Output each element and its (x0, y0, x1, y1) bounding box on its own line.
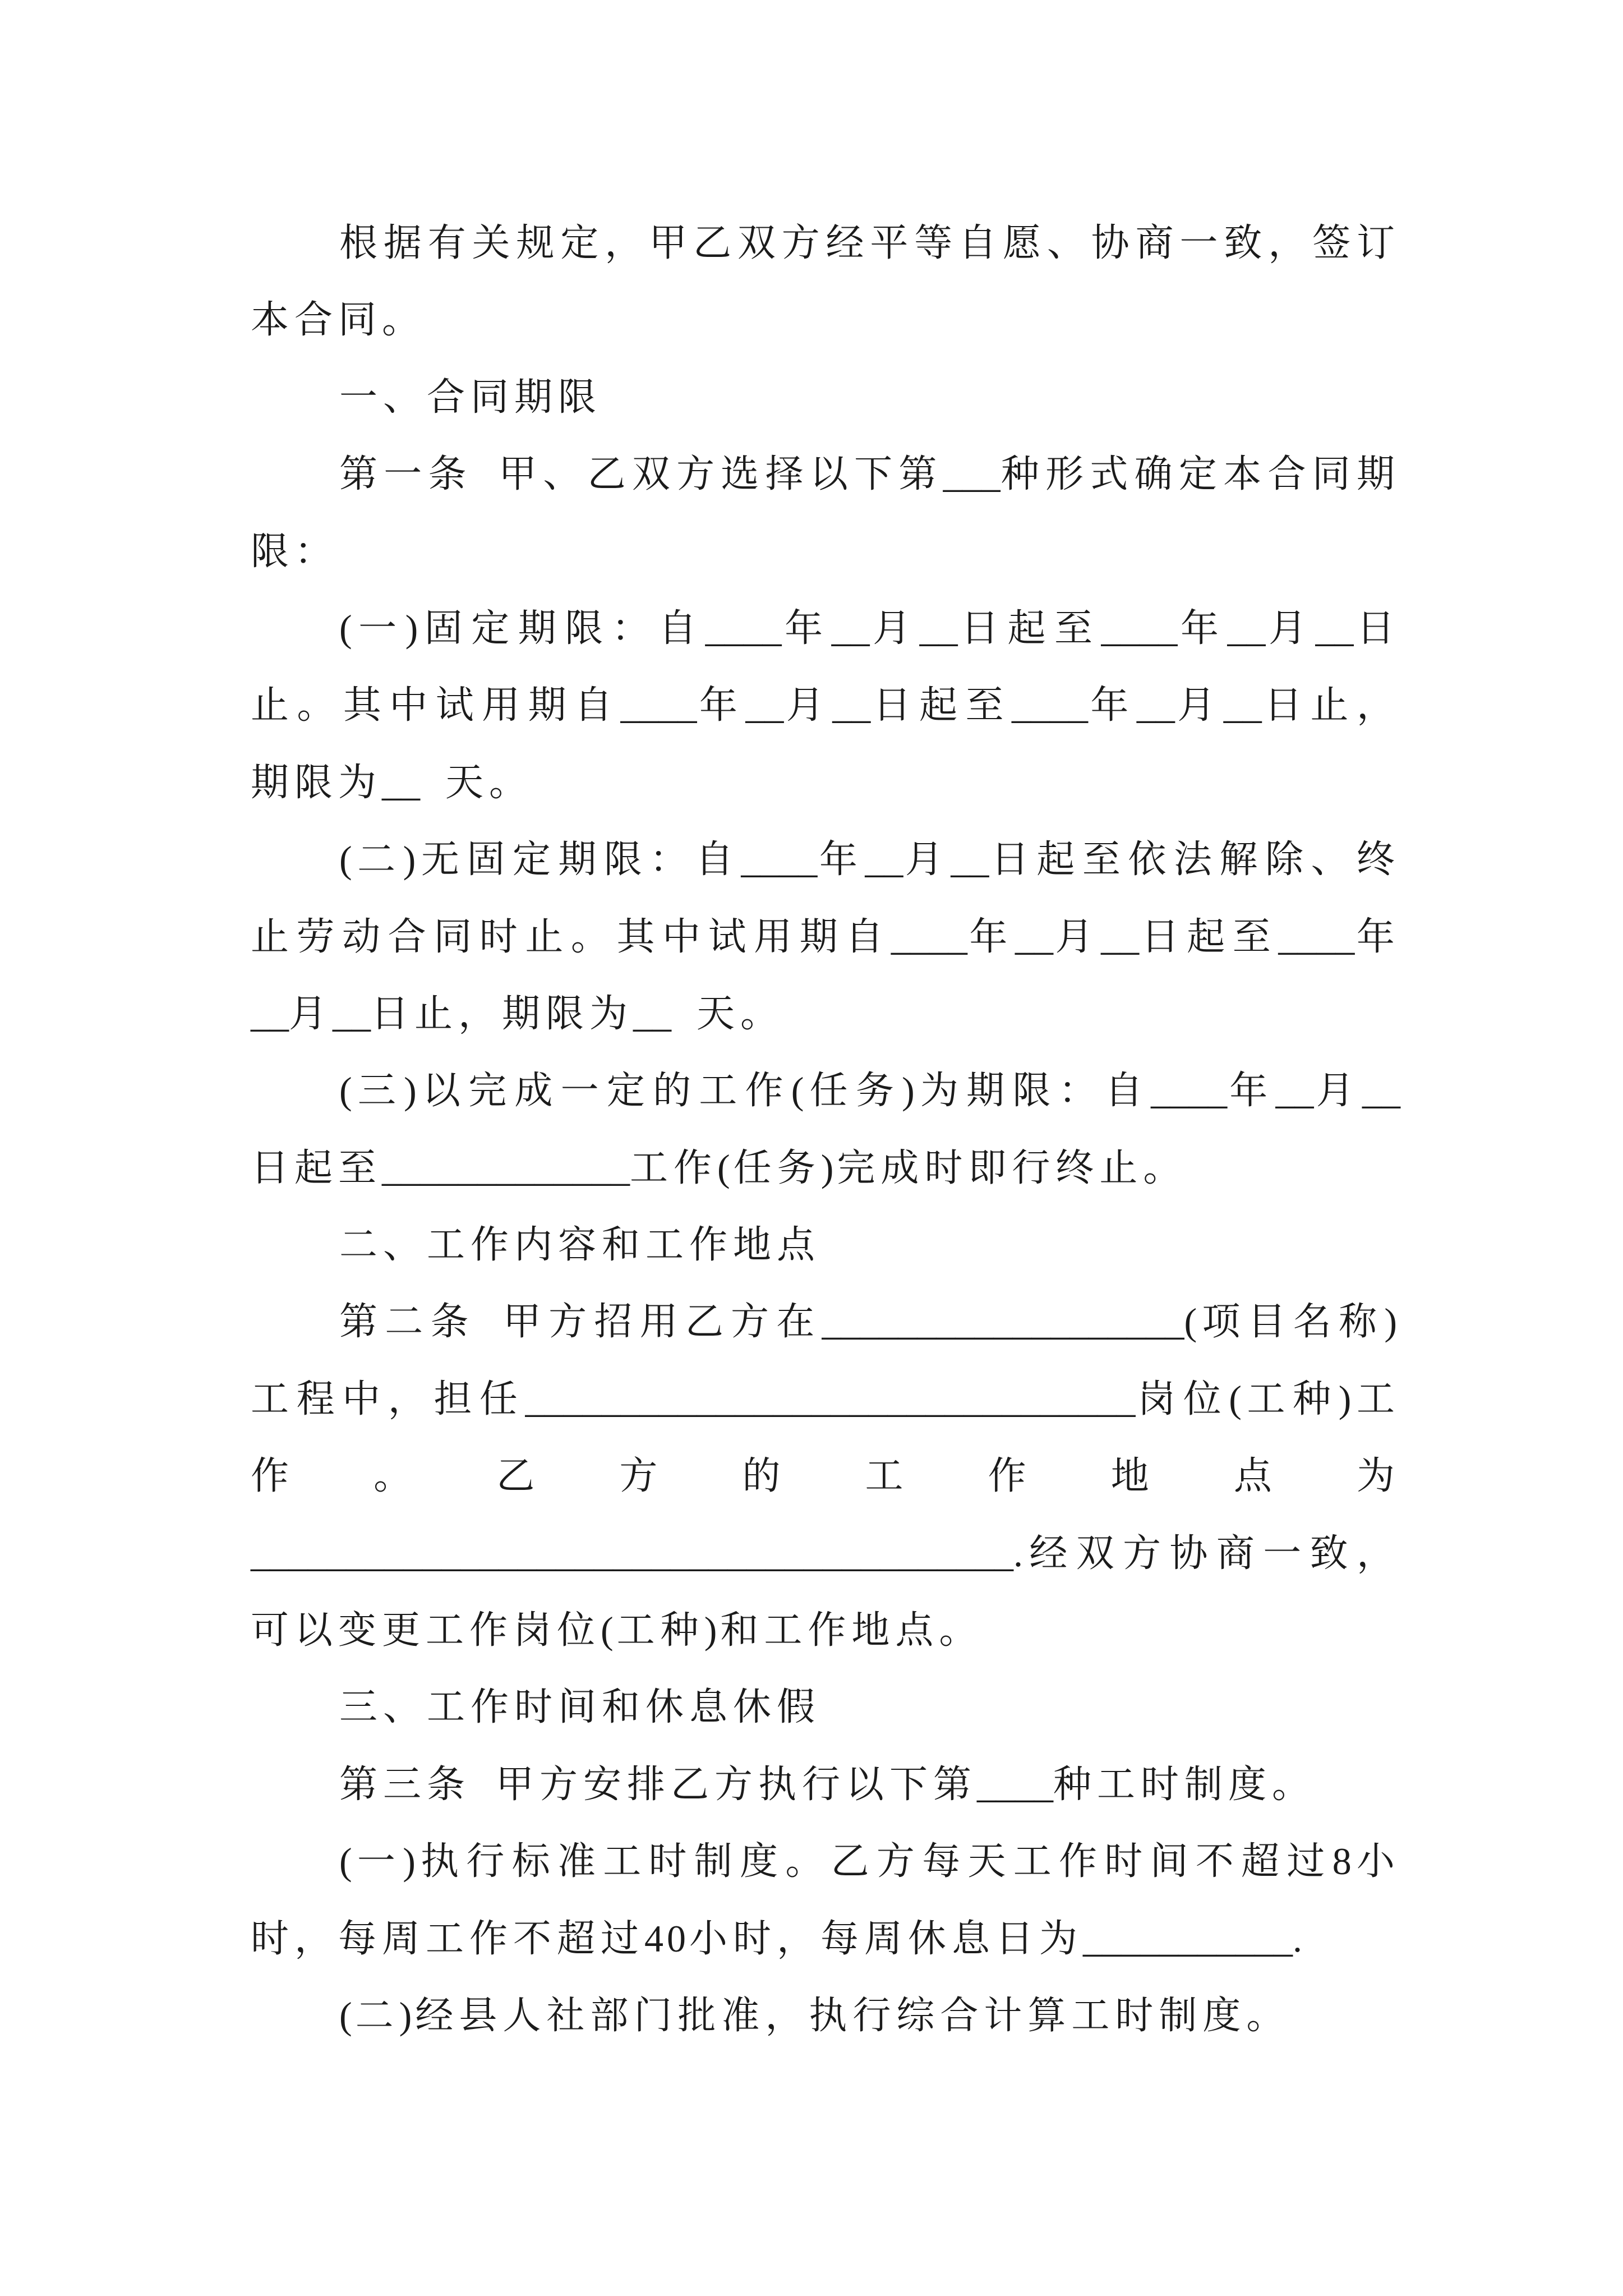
blank-field: ____ (1011, 684, 1088, 727)
blank-field: __ (1362, 1069, 1400, 1112)
half-width-text: ) (1338, 1377, 1355, 1420)
blank-field: ___ (943, 453, 1000, 496)
half-width-text: ) (902, 1069, 918, 1112)
clause-task-term-line-2: 日起至_____________工作(任务)完成时即行终止。 (251, 1146, 1187, 1189)
article-1-paragraph (251, 436, 1400, 590)
clause-comprehensive-hours (251, 1977, 1400, 2054)
clause-open-term-line-2: 止劳动合同时止。其中试用期自____年__月__日起至____年 (251, 915, 1400, 958)
half-width-text: . (1293, 1917, 1306, 1960)
blank-field: __ (831, 606, 870, 650)
half-width-text: ) (399, 1994, 416, 2037)
half-width-text: ) (403, 838, 419, 881)
half-width-text: ( (339, 1840, 356, 1883)
half-width-text: . (1013, 1531, 1026, 1575)
intro-paragraph (251, 205, 1400, 359)
blank-field: ________________________________ (525, 1377, 1136, 1420)
blank-field: __ (1015, 915, 1053, 958)
blank-field: __ (1101, 915, 1140, 958)
article-2-line-4: ________________________________________.经双方协商一致， (251, 1531, 1400, 1575)
blank-field: __ (1275, 1069, 1314, 1112)
blank-field: __ (865, 838, 903, 881)
blank-field: __ (633, 992, 672, 1035)
half-width-text: ) (405, 606, 422, 650)
article-2-line-1: 第二条 甲方招用乙方在___________________(项目名称) (339, 1300, 1400, 1343)
blank-field: __ (919, 606, 958, 650)
blank-field: __ (251, 992, 289, 1035)
half-width-text: ( (339, 1994, 356, 2037)
blank-field: ____ (1151, 1069, 1228, 1112)
blank-field: ____ (620, 684, 697, 727)
blank-field: __ (1136, 684, 1175, 727)
clause-standard-hours (251, 1823, 1400, 1977)
half-width-text: ) (820, 1146, 837, 1189)
blank-field: ____ (705, 606, 782, 650)
blank-field: ____ (1101, 606, 1178, 650)
intro-line-2: 本合同。 (251, 298, 426, 342)
contract-document (251, 205, 1400, 2054)
clause-standard-hours-line-1: (一)执行标准工时制度。乙方每天工作时间不超过8小 (339, 1840, 1400, 1883)
intro-line-1: 根据有关规定，甲乙双方经平等自愿、协商一致，签订 (339, 222, 1400, 264)
section-heading-2: 二、工作内容和工作地点 (339, 1223, 821, 1267)
half-width-text (476, 1300, 503, 1343)
blank-field: ___________________ (822, 1300, 1184, 1343)
clause-fixed-term (251, 590, 1400, 821)
half-width-text: ( (601, 1609, 617, 1652)
section-heading-contract-term (251, 359, 1400, 436)
section-heading-3: 三、工作时间和休息休假 (339, 1686, 821, 1729)
half-width-text (671, 992, 697, 1035)
section-heading-working-hours (251, 1669, 1400, 1746)
article-2-line-5: 可以变更工作岗位(工种)和工作地点。 (251, 1609, 983, 1652)
half-width-text (473, 453, 499, 495)
article-2-line-2: 工程中，担任________________________________岗位(工种)工 (251, 1377, 1400, 1420)
article-1-line-1: 第一条 甲、乙双方选择以下第___种形式确定本合同期 (339, 453, 1400, 496)
clause-open-term-line-1: (二)无固定期限：自____年__月__日起至依法解除、终 (339, 838, 1400, 881)
clause-task-term (251, 1052, 1400, 1207)
half-width-text: ) (403, 1840, 419, 1883)
half-width-text: 8 (1332, 1840, 1355, 1883)
blank-field: __ (1223, 684, 1262, 727)
half-width-text: ) (1384, 1300, 1400, 1343)
blank-field: ___________ (1083, 1917, 1293, 1960)
clause-task-term-line-1: (三)以完成一定的工作(任务)为期限：自____年__月__ (339, 1069, 1400, 1112)
blank-field: __ (832, 684, 871, 727)
half-width-text: ( (339, 1069, 356, 1112)
article-2-line-3: 作。乙方的工作地点为 (251, 1455, 1400, 1498)
half-width-text (471, 1763, 496, 1806)
blank-field: ____ (977, 1763, 1054, 1806)
clause-standard-hours-line-2: 时，每周工作不超过40小时，每周休息日为___________. (251, 1917, 1306, 1960)
article-1-line-2: 限： (251, 530, 339, 573)
blank-field: ____ (741, 838, 818, 881)
article-3-line-1: 第三条 甲方安排乙方执行以下第____种工时制度。 (339, 1763, 1316, 1806)
half-width-text: ( (791, 1069, 808, 1112)
section-heading-1: 一、合同期限 (339, 375, 602, 418)
half-width-text: ( (717, 1146, 734, 1189)
clause-fixed-term-line-1: (一)固定期限：自____年__月__日起至____年__月__日 (339, 606, 1400, 650)
blank-field: _____________ (382, 1146, 630, 1189)
blank-field: __ (333, 992, 371, 1035)
half-width-text: ( (339, 838, 356, 881)
half-width-text: ( (339, 606, 356, 650)
blank-field: __ (382, 761, 421, 804)
clause-comprehensive-hours-line-1: (二)经县人社部门批准，执行综合计算工时制度。 (339, 1994, 1290, 2037)
clause-fixed-term-line-3: 期限为__ 天。 (251, 761, 533, 804)
half-width-text: ) (704, 1609, 721, 1652)
half-width-text: ) (404, 1069, 420, 1112)
half-width-text (420, 761, 445, 804)
blank-field: __ (1315, 606, 1354, 650)
half-width-text: ( (1229, 1377, 1245, 1420)
blank-field: __ (951, 838, 989, 881)
blank-field: __ (1227, 606, 1266, 650)
article-2-paragraph (251, 1283, 1400, 1669)
section-heading-work-content (251, 1207, 1400, 1283)
blank-field: __ (745, 684, 784, 727)
half-width-text: ( (1184, 1300, 1201, 1343)
article-3-paragraph (251, 1746, 1400, 1823)
half-width-text: 40 (644, 1917, 690, 1960)
blank-field: ____ (1278, 915, 1355, 958)
blank-field: ________________________________________ (251, 1531, 1013, 1575)
clause-fixed-term-line-2: 止。其中试用期自____年__月__日起至____年__月__日止， (251, 684, 1400, 727)
clause-open-term (251, 821, 1400, 1052)
blank-field: ____ (891, 915, 967, 958)
clause-open-term-line-3: __月__日止，期限为__ 天。 (251, 992, 785, 1035)
